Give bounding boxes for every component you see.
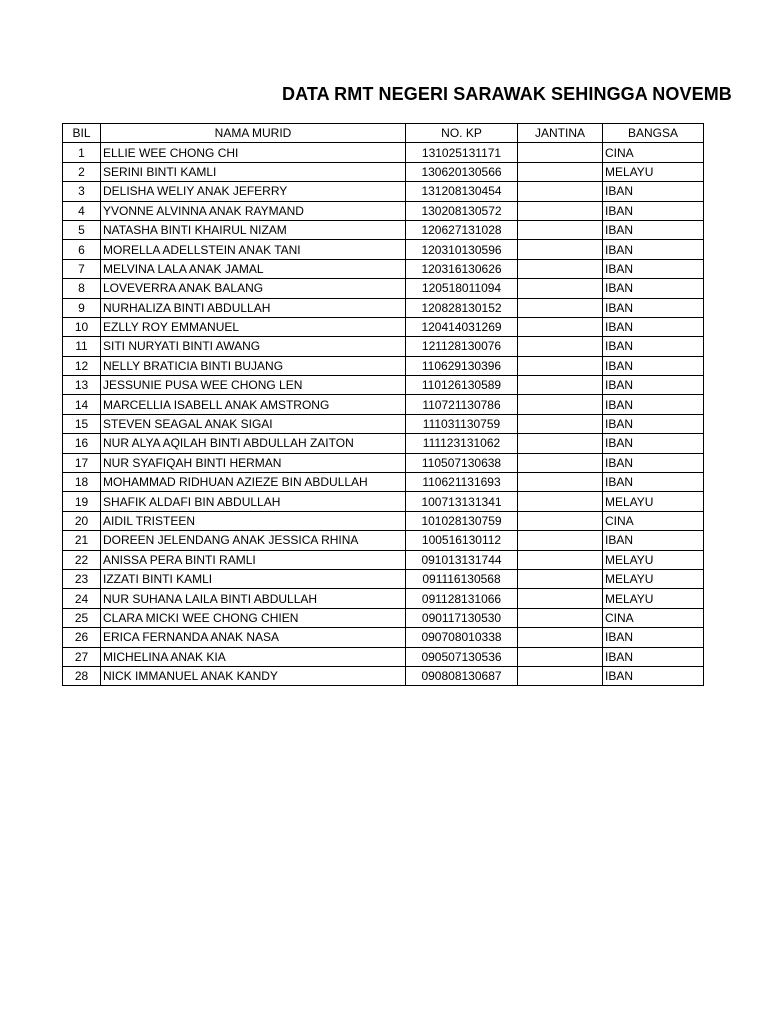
cell-jantina bbox=[518, 589, 603, 608]
cell-bangsa: IBAN bbox=[603, 628, 704, 647]
cell-bangsa: IBAN bbox=[603, 453, 704, 472]
cell-nama-murid: DELISHA WELIY ANAK JEFERRY bbox=[101, 182, 406, 201]
cell-jantina bbox=[518, 666, 603, 685]
cell-bangsa: IBAN bbox=[603, 337, 704, 356]
cell-nama-murid: ELLIE WEE CHONG CHI bbox=[101, 143, 406, 162]
table-row bbox=[63, 220, 704, 239]
student-table bbox=[62, 123, 704, 686]
cell-bangsa: IBAN bbox=[603, 647, 704, 666]
cell-nama-murid: MELVINA LALA ANAK JAMAL bbox=[101, 259, 406, 278]
cell-no-kp: 111031130759 bbox=[406, 414, 518, 433]
cell-jantina bbox=[518, 279, 603, 298]
cell-bil: 7 bbox=[63, 259, 101, 278]
cell-bangsa: MELAYU bbox=[603, 492, 704, 511]
table-row bbox=[63, 259, 704, 278]
cell-bil: 11 bbox=[63, 337, 101, 356]
cell-nama-murid: IZZATI BINTI KAMLI bbox=[101, 569, 406, 588]
table-row bbox=[63, 666, 704, 685]
cell-no-kp: 120414031269 bbox=[406, 317, 518, 336]
cell-jantina bbox=[518, 356, 603, 375]
header-jantina: JANTINA bbox=[518, 124, 603, 143]
cell-jantina bbox=[518, 434, 603, 453]
cell-bil: 17 bbox=[63, 453, 101, 472]
cell-nama-murid: ANISSA PERA BINTI RAMLI bbox=[101, 550, 406, 569]
table-row bbox=[63, 453, 704, 472]
cell-no-kp: 130620130566 bbox=[406, 162, 518, 181]
cell-no-kp: 120316130626 bbox=[406, 259, 518, 278]
cell-no-kp: 120310130596 bbox=[406, 240, 518, 259]
table-row bbox=[63, 356, 704, 375]
cell-bangsa: IBAN bbox=[603, 666, 704, 685]
cell-nama-murid: STEVEN SEAGAL ANAK SIGAI bbox=[101, 414, 406, 433]
cell-no-kp: 110721130786 bbox=[406, 395, 518, 414]
header-bil: BIL bbox=[63, 124, 101, 143]
cell-jantina bbox=[518, 608, 603, 627]
table-row bbox=[63, 647, 704, 666]
cell-bangsa: IBAN bbox=[603, 473, 704, 492]
cell-bangsa: IBAN bbox=[603, 182, 704, 201]
cell-jantina bbox=[518, 259, 603, 278]
cell-bangsa: IBAN bbox=[603, 240, 704, 259]
cell-no-kp: 090117130530 bbox=[406, 608, 518, 627]
cell-no-kp: 111123131062 bbox=[406, 434, 518, 453]
cell-nama-murid: SERINI BINTI KAMLI bbox=[101, 162, 406, 181]
cell-bil: 20 bbox=[63, 511, 101, 530]
table-row bbox=[63, 162, 704, 181]
cell-jantina bbox=[518, 395, 603, 414]
cell-nama-murid: EZLLY ROY EMMANUEL bbox=[101, 317, 406, 336]
cell-bil: 5 bbox=[63, 220, 101, 239]
cell-nama-murid: NUR SUHANA LAILA BINTI ABDULLAH bbox=[101, 589, 406, 608]
document-title: DATA RMT NEGERI SARAWAK SEHINGGA NOVEMB bbox=[282, 84, 732, 104]
cell-nama-murid: MOHAMMAD RIDHUAN AZIEZE BIN ABDULLAH bbox=[101, 473, 406, 492]
table-row bbox=[63, 414, 704, 433]
cell-bil: 27 bbox=[63, 647, 101, 666]
cell-no-kp: 091128131066 bbox=[406, 589, 518, 608]
cell-jantina bbox=[518, 162, 603, 181]
cell-bangsa: IBAN bbox=[603, 376, 704, 395]
cell-nama-murid: NICK IMMANUEL ANAK KANDY bbox=[101, 666, 406, 685]
cell-nama-murid: NELLY BRATICIA BINTI BUJANG bbox=[101, 356, 406, 375]
cell-nama-murid: YVONNE ALVINNA ANAK RAYMAND bbox=[101, 201, 406, 220]
cell-jantina bbox=[518, 647, 603, 666]
table-row bbox=[63, 628, 704, 647]
cell-bil: 26 bbox=[63, 628, 101, 647]
cell-jantina bbox=[518, 201, 603, 220]
cell-no-kp: 121128130076 bbox=[406, 337, 518, 356]
cell-bangsa: IBAN bbox=[603, 279, 704, 298]
cell-bil: 13 bbox=[63, 376, 101, 395]
cell-jantina bbox=[518, 453, 603, 472]
cell-bil: 9 bbox=[63, 298, 101, 317]
cell-jantina bbox=[518, 182, 603, 201]
cell-jantina bbox=[518, 317, 603, 336]
cell-bil: 15 bbox=[63, 414, 101, 433]
cell-bil: 4 bbox=[63, 201, 101, 220]
table-header-row bbox=[63, 124, 704, 143]
cell-bangsa: IBAN bbox=[603, 531, 704, 550]
cell-bangsa: CINA bbox=[603, 608, 704, 627]
cell-no-kp: 090808130687 bbox=[406, 666, 518, 685]
cell-no-kp: 100516130112 bbox=[406, 531, 518, 550]
cell-bil: 12 bbox=[63, 356, 101, 375]
cell-no-kp: 101028130759 bbox=[406, 511, 518, 530]
cell-no-kp: 131208130454 bbox=[406, 182, 518, 201]
cell-bil: 10 bbox=[63, 317, 101, 336]
cell-bangsa: IBAN bbox=[603, 201, 704, 220]
cell-no-kp: 090708010338 bbox=[406, 628, 518, 647]
cell-nama-murid: CLARA MICKI WEE CHONG CHIEN bbox=[101, 608, 406, 627]
cell-nama-murid: LOVEVERRA ANAK BALANG bbox=[101, 279, 406, 298]
table-row bbox=[63, 376, 704, 395]
cell-bil: 25 bbox=[63, 608, 101, 627]
cell-no-kp: 120627131028 bbox=[406, 220, 518, 239]
cell-no-kp: 120828130152 bbox=[406, 298, 518, 317]
cell-jantina bbox=[518, 376, 603, 395]
cell-bangsa: IBAN bbox=[603, 220, 704, 239]
cell-bangsa: IBAN bbox=[603, 414, 704, 433]
cell-bangsa: MELAYU bbox=[603, 162, 704, 181]
cell-bil: 6 bbox=[63, 240, 101, 259]
cell-nama-murid: AIDIL TRISTEEN bbox=[101, 511, 406, 530]
cell-nama-murid: SITI NURYATI BINTI AWANG bbox=[101, 337, 406, 356]
cell-nama-murid: MARCELLIA ISABELL ANAK AMSTRONG bbox=[101, 395, 406, 414]
cell-no-kp: 091013131744 bbox=[406, 550, 518, 569]
cell-bil: 16 bbox=[63, 434, 101, 453]
cell-bangsa: MELAYU bbox=[603, 550, 704, 569]
cell-nama-murid: NATASHA BINTI KHAIRUL NIZAM bbox=[101, 220, 406, 239]
cell-jantina bbox=[518, 143, 603, 162]
table-row bbox=[63, 511, 704, 530]
cell-bil: 8 bbox=[63, 279, 101, 298]
cell-no-kp: 110621131693 bbox=[406, 473, 518, 492]
cell-jantina bbox=[518, 473, 603, 492]
cell-bangsa: IBAN bbox=[603, 434, 704, 453]
header-nama-murid: NAMA MURID bbox=[101, 124, 406, 143]
cell-bangsa: CINA bbox=[603, 143, 704, 162]
cell-nama-murid: NUR SYAFIQAH BINTI HERMAN bbox=[101, 453, 406, 472]
table-row bbox=[63, 279, 704, 298]
table-row bbox=[63, 240, 704, 259]
cell-jantina bbox=[518, 220, 603, 239]
header-no-kp: NO. KP bbox=[406, 124, 518, 143]
cell-bil: 19 bbox=[63, 492, 101, 511]
cell-bangsa: IBAN bbox=[603, 356, 704, 375]
cell-jantina bbox=[518, 550, 603, 569]
cell-bil: 18 bbox=[63, 473, 101, 492]
cell-bangsa: IBAN bbox=[603, 395, 704, 414]
cell-bil: 14 bbox=[63, 395, 101, 414]
cell-jantina bbox=[518, 531, 603, 550]
cell-jantina bbox=[518, 298, 603, 317]
cell-no-kp: 110629130396 bbox=[406, 356, 518, 375]
cell-bangsa: IBAN bbox=[603, 298, 704, 317]
cell-bil: 24 bbox=[63, 589, 101, 608]
cell-nama-murid: NURHALIZA BINTI ABDULLAH bbox=[101, 298, 406, 317]
table-row bbox=[63, 569, 704, 588]
table-row bbox=[63, 492, 704, 511]
cell-nama-murid: JESSUNIE PUSA WEE CHONG LEN bbox=[101, 376, 406, 395]
cell-bangsa: MELAYU bbox=[603, 569, 704, 588]
cell-no-kp: 110126130589 bbox=[406, 376, 518, 395]
cell-nama-murid: SHAFIK ALDAFI BIN ABDULLAH bbox=[101, 492, 406, 511]
table-row bbox=[63, 143, 704, 162]
cell-no-kp: 100713131341 bbox=[406, 492, 518, 511]
cell-jantina bbox=[518, 414, 603, 433]
table-row bbox=[63, 337, 704, 356]
cell-nama-murid: ERICA FERNANDA ANAK NASA bbox=[101, 628, 406, 647]
header-bangsa: BANGSA bbox=[603, 124, 704, 143]
table-row bbox=[63, 473, 704, 492]
cell-no-kp: 090507130536 bbox=[406, 647, 518, 666]
table-row bbox=[63, 298, 704, 317]
table-row bbox=[63, 550, 704, 569]
cell-bangsa: IBAN bbox=[603, 259, 704, 278]
cell-nama-murid: NUR ALYA AQILAH BINTI ABDULLAH ZAITON bbox=[101, 434, 406, 453]
table-row bbox=[63, 317, 704, 336]
cell-nama-murid: MICHELINA ANAK KIA bbox=[101, 647, 406, 666]
table-row bbox=[63, 434, 704, 453]
cell-bil: 2 bbox=[63, 162, 101, 181]
cell-nama-murid: MORELLA ADELLSTEIN ANAK TANI bbox=[101, 240, 406, 259]
cell-jantina bbox=[518, 511, 603, 530]
cell-no-kp: 110507130638 bbox=[406, 453, 518, 472]
table-row bbox=[63, 201, 704, 220]
table-body bbox=[63, 143, 704, 686]
table-row bbox=[63, 608, 704, 627]
cell-jantina bbox=[518, 569, 603, 588]
cell-bil: 3 bbox=[63, 182, 101, 201]
cell-no-kp: 130208130572 bbox=[406, 201, 518, 220]
cell-nama-murid: DOREEN JELENDANG ANAK JESSICA RHINA bbox=[101, 531, 406, 550]
cell-bil: 22 bbox=[63, 550, 101, 569]
table-row bbox=[63, 531, 704, 550]
cell-bil: 23 bbox=[63, 569, 101, 588]
cell-no-kp: 120518011094 bbox=[406, 279, 518, 298]
cell-jantina bbox=[518, 240, 603, 259]
cell-no-kp: 131025131171 bbox=[406, 143, 518, 162]
cell-bangsa: CINA bbox=[603, 511, 704, 530]
cell-bil: 21 bbox=[63, 531, 101, 550]
cell-bangsa: IBAN bbox=[603, 317, 704, 336]
cell-no-kp: 091116130568 bbox=[406, 569, 518, 588]
cell-bil: 1 bbox=[63, 143, 101, 162]
cell-bil: 28 bbox=[63, 666, 101, 685]
cell-jantina bbox=[518, 337, 603, 356]
cell-jantina bbox=[518, 492, 603, 511]
table-row bbox=[63, 182, 704, 201]
cell-bangsa: MELAYU bbox=[603, 589, 704, 608]
table-row bbox=[63, 589, 704, 608]
cell-jantina bbox=[518, 628, 603, 647]
table-row bbox=[63, 395, 704, 414]
